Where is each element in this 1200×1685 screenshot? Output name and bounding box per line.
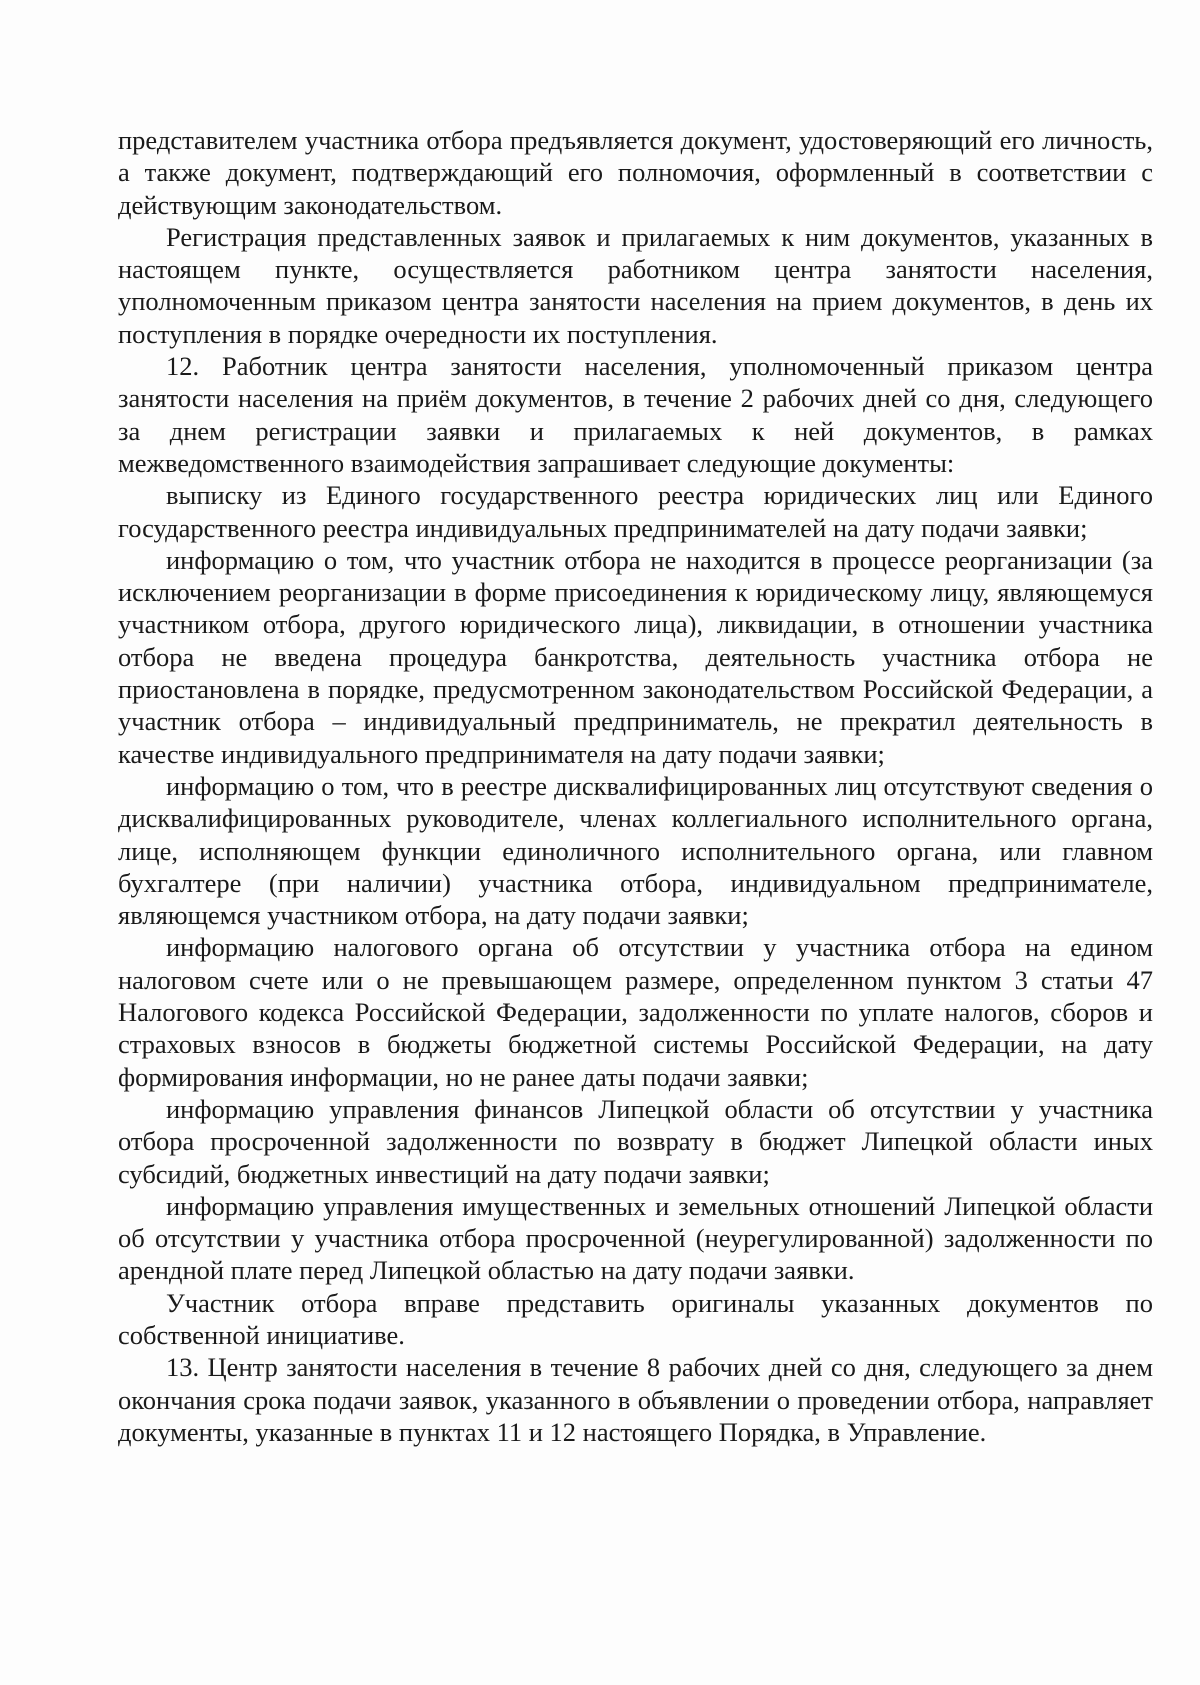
paragraph-clause-13: 13. Центр занятости населения в течение 8 рабочих дней со дня, следующего за днем окончания срока подачи заявок, указанного в объявлении о проведении отбора, направляет документы, указанные в пунктах 11 и 12 настоящего Порядка, в Управление. xyxy=(118,1352,1153,1447)
paragraph-registration: Регистрация представленных заявок и прилагаемых к ним документов, указанных в настоящем пункте, осуществляется работником центра занятости населения, уполномоченным приказом центра занятости населения на прием документов, в день их поступления в порядке очередности их поступления. xyxy=(118,221,1153,349)
paragraph-disqualified-registry: информацию о том, что в реестре дисквалифицированных лиц отсутствуют сведения о дисквалифицированных руководителе, членах коллегиального исполнительного органа, лице, исполняющем функции единоличного исполнительного органа, или главном бухгалтере (при наличии) участника отбора, индивидуальном предпринимателе, являющемся участником отбора, на дату подачи заявки; xyxy=(118,770,1153,931)
paragraph-finance-info: информацию управления финансов Липецкой области об отсутствии у участника отбора просроченной задолженности по возврату в бюджет Липецкой области иных субсидий, бюджетных инвестиций на дату подачи заявки; xyxy=(118,1093,1153,1189)
paragraph-property-info: информацию управления имущественных и земельных отношений Липецкой области об отсутствии у участника отбора просроченной (неурегулированной) задолженности по арендной плате перед Липецкой областью на дату подачи заявки. xyxy=(118,1190,1153,1286)
document-body xyxy=(118,124,1153,1448)
paragraph-tax-info: информацию налогового органа об отсутствии у участника отбора на едином налоговом счете или о не превышающем размере, определенном пунктом 3 статьи 47 Налогового кодекса Российской Федерации, задолженности по уплате налогов, сборов и страховых взносов в бюджеты бюджетной системы Российской Федерации, на дату формирования информации, но не ранее даты подачи заявки; xyxy=(118,932,1153,1092)
paragraph-continuation: представителем участника отбора предъявляется документ, удостоверяющий его личность, а также документ, подтверждающий его полномочия, оформленный в соответствии с действующим законодательством. xyxy=(118,125,1153,220)
paragraph-reorganization-info: информацию о том, что участник отбора не находится в процессе реорганизации (за исключением реорганизации в форме присоединения к юридическому лицу, являющемуся участником отбора, другого юридического лица), ликвидации, в отношении участника отбора не введена процедура банкротства, деятельность участника отбора не приостановлена в порядке, предусмотренном законодательством Российской Федерации, а участник отбора – индивидуальный предприниматель, не прекратил деятельность в качестве индивидуального предпринимателя на дату подачи заявки; xyxy=(118,544,1153,769)
paragraph-originals: Участник отбора вправе представить оригиналы указанных документов по собственной инициативе. xyxy=(118,1287,1153,1350)
paragraph-registry-extract: выписку из Единого государственного реестра юридических лиц или Единого государственного реестра индивидуальных предпринимателей на дату подачи заявки; xyxy=(118,480,1153,543)
paragraph-clause-12: 12. Работник центра занятости населения, уполномоченный приказом центра занятости населения на приём документов, в течение 2 рабочих дней со дня, следующего за днем регистрации заявки и прилагаемых к ней документов, в рамках межведомственного взаимодействия запрашивает следующие документы: xyxy=(118,351,1153,478)
